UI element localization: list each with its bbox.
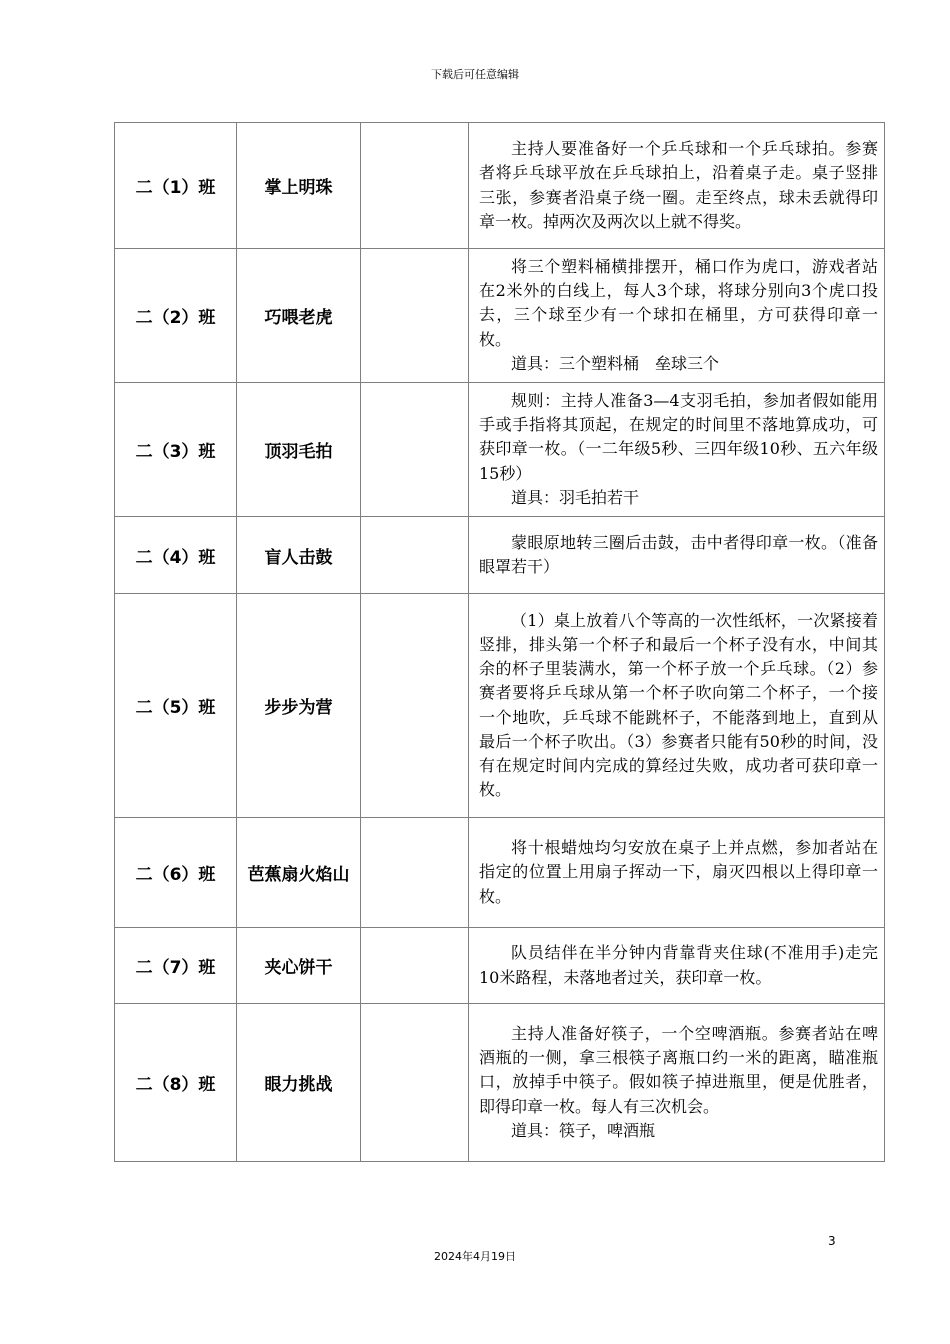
empty-cell xyxy=(361,123,469,249)
rule-text: 规则：主持人准备3—4支羽毛拍，参加者假如能用手或手指将其顶起，在规定的时间里不落地算成功，可获印章一枚。（一二年级5秒、三四年级10秒、五六年级15秒） xyxy=(479,390,878,483)
table-row xyxy=(115,517,885,594)
rule-cell xyxy=(469,928,885,1004)
props-text: 道具：羽毛拍若干 xyxy=(511,487,640,507)
props-text: 道具：筷子，啤酒瓶 xyxy=(511,1120,656,1140)
class-cell: 二（5）班 xyxy=(115,594,237,818)
table-row xyxy=(115,594,885,818)
class-cell: 二（2）班 xyxy=(115,249,237,383)
game-name-cell: 夹心饼干 xyxy=(237,928,361,1004)
page-number: 3 xyxy=(828,1234,836,1248)
rule-text: 主持人要准备好一个乒乓球和一个乒乓球拍。参赛者将乒乓球平放在乒乓球拍上，沿着桌子走。桌子竖排三张，参赛者沿桌子绕一圈。走至终点，球未丢就得印章一枚。掉两次及两次以上就不得奖。 xyxy=(479,139,878,231)
class-cell: 二（6）班 xyxy=(115,818,237,928)
table-row xyxy=(115,123,885,249)
rule-cell xyxy=(469,818,885,928)
rule-cell xyxy=(469,383,885,517)
rule-cell xyxy=(469,517,885,594)
class-cell: 二（1）班 xyxy=(115,123,237,249)
rule-text: （1）桌上放着八个等高的一次性纸杯，一次紧接着竖排，排头第一个杯子和最后一个杯子没有水，中间其余的杯子里装满水，第一个杯子放一个乒乓球。（2）参赛者要将乒乓球从第一个杯子吹向第二个杯子，一个接一个地吹，乒乓球不能跳杯子，不能落到地上，直到从最后一个杯子吹出。（3）参赛者只能有50秒的时间，没有在规定时间内完成的算经过失败，成功者可获印章一枚。 xyxy=(479,610,878,800)
class-cell: 二（4）班 xyxy=(115,517,237,594)
empty-cell xyxy=(361,383,469,517)
game-name-cell: 顶羽毛拍 xyxy=(237,383,361,517)
rule-cell xyxy=(469,249,885,383)
rule-cell xyxy=(469,594,885,818)
class-cell: 二（3）班 xyxy=(115,383,237,517)
rule-text: 主持人准备好筷子，一个空啤酒瓶。参赛者站在啤酒瓶的一侧，拿三根筷子离瓶口约一米的距离，瞄准瓶口，放掉手中筷子。假如筷子掉进瓶里，便是优胜者，即得印章一枚。每人有三次机会。 xyxy=(479,1023,878,1116)
class-cell: 二（8）班 xyxy=(115,1004,237,1162)
table-row xyxy=(115,818,885,928)
empty-cell xyxy=(361,1004,469,1162)
empty-cell xyxy=(361,594,469,818)
game-name-cell: 步步为营 xyxy=(237,594,361,818)
props-text: 道具：三个塑料桶 垒球三个 xyxy=(511,353,720,373)
rule-text: 蒙眼原地转三圈后击鼓，击中者得印章一枚。（准备眼罩若干） xyxy=(479,532,878,576)
game-name-cell: 芭蕉扇火焰山 xyxy=(237,818,361,928)
page-header: 下载后可任意编辑 xyxy=(431,68,519,81)
rule-text: 将三个塑料桶横排摆开，桶口作为虎口，游戏者站在2米外的白线上，每人3个球，将球分别向3个虎口投去，三个球至少有一个球扣在桶里，方可获得印章一枚。 xyxy=(479,256,878,349)
empty-cell xyxy=(361,818,469,928)
class-cell: 二（7）班 xyxy=(115,928,237,1004)
game-name-cell: 眼力挑战 xyxy=(237,1004,361,1162)
rule-text: 将十根蜡烛均匀安放在桌子上并点燃，参加者站在指定的位置上用扇子挥动一下，扇灭四根以上得印章一枚。 xyxy=(479,838,878,906)
table-row xyxy=(115,249,885,383)
table-row xyxy=(115,928,885,1004)
empty-cell xyxy=(361,928,469,1004)
rule-cell xyxy=(469,123,885,249)
page-footer-date: 2024年4月19日 xyxy=(434,1250,516,1263)
table-row xyxy=(115,1004,885,1162)
rule-cell xyxy=(469,1004,885,1162)
game-name-cell: 盲人击鼓 xyxy=(237,517,361,594)
empty-cell xyxy=(361,249,469,383)
game-name-cell: 巧喂老虎 xyxy=(237,249,361,383)
table-row xyxy=(115,383,885,517)
game-name-cell: 掌上明珠 xyxy=(237,123,361,249)
empty-cell xyxy=(361,517,469,594)
games-table xyxy=(114,122,885,1162)
rule-text: 队员结伴在半分钟内背靠背夹住球(不准用手)走完10米路程，未落地者过关，获印章一枚。 xyxy=(479,943,878,987)
